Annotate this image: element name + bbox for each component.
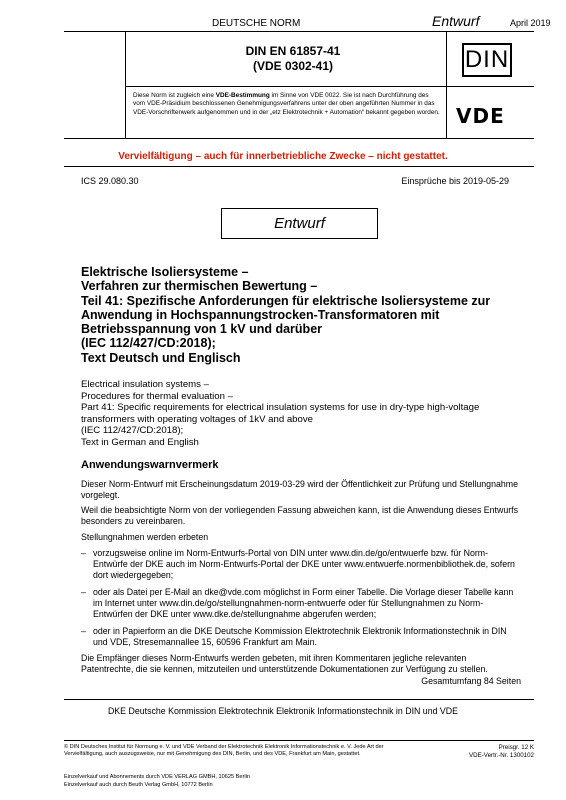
paragraph: Stellungnahmen werden erbeten	[81, 532, 209, 542]
document-number: DIN EN 61857-41	[245, 44, 341, 58]
vde-note-suffix: im Sinne von VDE 0022. Sie ist nach Durchführung des vom VDE-Präsidium beschlossenen Genehmigungsverfahrens unter der oben angeführten Nummer in das VDE-Vorschriftenwerk aufgenommen und in der „etz Elektrotechnik + Automation“ bekannt gegeben worden.	[133, 92, 440, 116]
section-heading: Anwendungswarnvermerk	[81, 459, 219, 471]
paragraph: Die Empfänger dieses Norm-Entwurfs werden gebeten, mit ihren Kommentaren jegliche relevanten Patentrechte, die sie kennen, mitzuteilen und unterstützende Dokumentationen zur Verfügung zu stellen.	[81, 653, 488, 674]
header-box-divider-left	[125, 31, 126, 138]
header-rule	[64, 31, 534, 32]
norm-type-label: DEUTSCHE NORM	[212, 18, 301, 29]
list-item-text: vorzugsweise online im Norm-Entwurfs-Portal von DIN unter www.din.de/go/entwuerfe bzw. für Norm-Entwürfe der DKE auch im Norm-Entwurfs-Portal der DKE unter www.entwuerfe.normenbibliothek.de, sofern dort wiedergegeben;	[93, 548, 515, 580]
title-en-line: Electrical insulation systems –	[81, 379, 209, 390]
issue-date: April 2019	[510, 18, 551, 28]
total-pages: Gesamtumfang 84 Seiten	[421, 676, 521, 686]
document-number-block	[218, 44, 368, 74]
title-english	[81, 379, 521, 448]
header-box-mid-rule	[125, 86, 534, 87]
title-en-line: (IEC 112/427/CD:2018);	[81, 425, 184, 436]
header-box-divider-right	[446, 31, 447, 138]
din-logo-text: DIN	[464, 46, 510, 73]
list-dash: –	[81, 587, 86, 597]
list-dash: –	[81, 548, 86, 558]
sales-info	[64, 773, 424, 790]
reproduction-warning: Vervielfältigung – auch für innerbetriebliche Zwecke – nicht gestattet.	[118, 151, 448, 162]
title-en-line: transformers with operating voltages of 1kV and above	[81, 413, 313, 425]
vde-number: (VDE 0302-41)	[252, 59, 334, 73]
title-de-line: Anwendung in Hochspannungstrocken-Transformatoren mit	[81, 307, 440, 322]
header-box-bottom	[64, 138, 534, 139]
vde-note-bold: VDE-Bestimmung	[215, 92, 270, 99]
list-item	[81, 548, 521, 581]
title-de-line: Betriebsspannung von 1 kV und darüber	[81, 322, 323, 337]
dke-rule-top	[64, 699, 534, 700]
sales-line: Einzelverkauf und Abonnements durch VDE VERLAG GMBH, 10625 Berlin	[64, 774, 250, 780]
list-item-text: oder in Papierform an die DKE Deutsche Kommission Elektrotechnik Elektronik Informationstechnik in DIN und VDE, Stresemannallee 15, 60596 Frankfurt am Main.	[93, 626, 507, 647]
sales-line: Einzelverkauf auch durch Beuth Verlag GmbH, 10772 Berlin	[64, 782, 213, 789]
vde-note	[133, 92, 441, 117]
copyright-notice: © DIN Deutsches Institut für Normung e. V. und VDE Verband der Elektrotechnik Elektronik Informationstechnik e. V. Jede Art der Vervielfältigung, auch auszugsweise, nur mit Genehmigung des DIN, Berlin, und des VDE, Frankfurt am Main, gestattet.	[64, 744, 384, 757]
title-de-line: Elektrische Isoliersysteme –	[81, 265, 249, 279]
objections-deadline: Einsprüche bis 2019-05-29	[401, 176, 509, 186]
list-item-text: oder als Datei per E-Mail an dke@vde.com möglichst in Form einer Tabelle. Die Vorlage dieser Tabelle kann im Internet unter www.din.de/go/stellungnahmen-norm-entwuerfe oder für Stellungnahmen zu Norm-Entwürfen der DKE unter www.dke.de/stellungnahme abgerufen werden;	[93, 587, 514, 619]
title-de-line: (IEC 112/427/CD:2018);	[81, 336, 216, 351]
paragraph: Weil die beabsichtigte Norm von der vorliegenden Fassung abweichen kann, ist die Anwendung dieses Entwurfs besonders zu vereinbaren.	[81, 505, 519, 526]
title-german	[81, 265, 521, 365]
footer-rule	[64, 740, 534, 741]
vde-logo: VDE	[456, 104, 505, 128]
ics-code: ICS 29.080.30	[81, 176, 139, 186]
list-item	[81, 587, 521, 620]
list-item	[81, 626, 521, 648]
warning-rule	[64, 166, 534, 167]
title-en-line: Text in German and English	[81, 436, 199, 448]
price-group: Preisgr. 12 K	[498, 744, 534, 751]
title-en-line: Procedures for thermal evaluation –	[81, 390, 233, 402]
price-info	[430, 744, 534, 760]
title-de-line: Text Deutsch und Englisch	[81, 350, 241, 365]
draft-box: Entwurf	[221, 208, 378, 239]
list-dash: –	[81, 626, 86, 636]
status-label: Entwurf	[432, 13, 480, 29]
title-de-line: Teil 41: Spezifische Anforderungen für elektrische Isoliersysteme zur	[81, 293, 491, 308]
vde-note-prefix: Diese Norm ist zugleich eine	[133, 92, 216, 99]
vde-sales-number: VDE-Vertr.-Nr. 1300102	[469, 752, 534, 760]
paragraph: Dieser Norm-Entwurf mit Erscheinungsdatum 2019-03-29 wird der Öffentlichkeit zur Prüfung und Stellungnahme vorgelegt.	[81, 479, 518, 500]
title-en-line: Part 41: Specific requirements for electrical insulation systems for use in dry-type high-voltage	[81, 402, 480, 413]
title-de-line: Verfahren zur thermischen Bewertung –	[81, 279, 318, 294]
din-logo	[462, 43, 512, 77]
dke-committee: DKE Deutsche Kommission Elektrotechnik Elektronik Informationstechnik in DIN und VDE	[107, 706, 459, 716]
